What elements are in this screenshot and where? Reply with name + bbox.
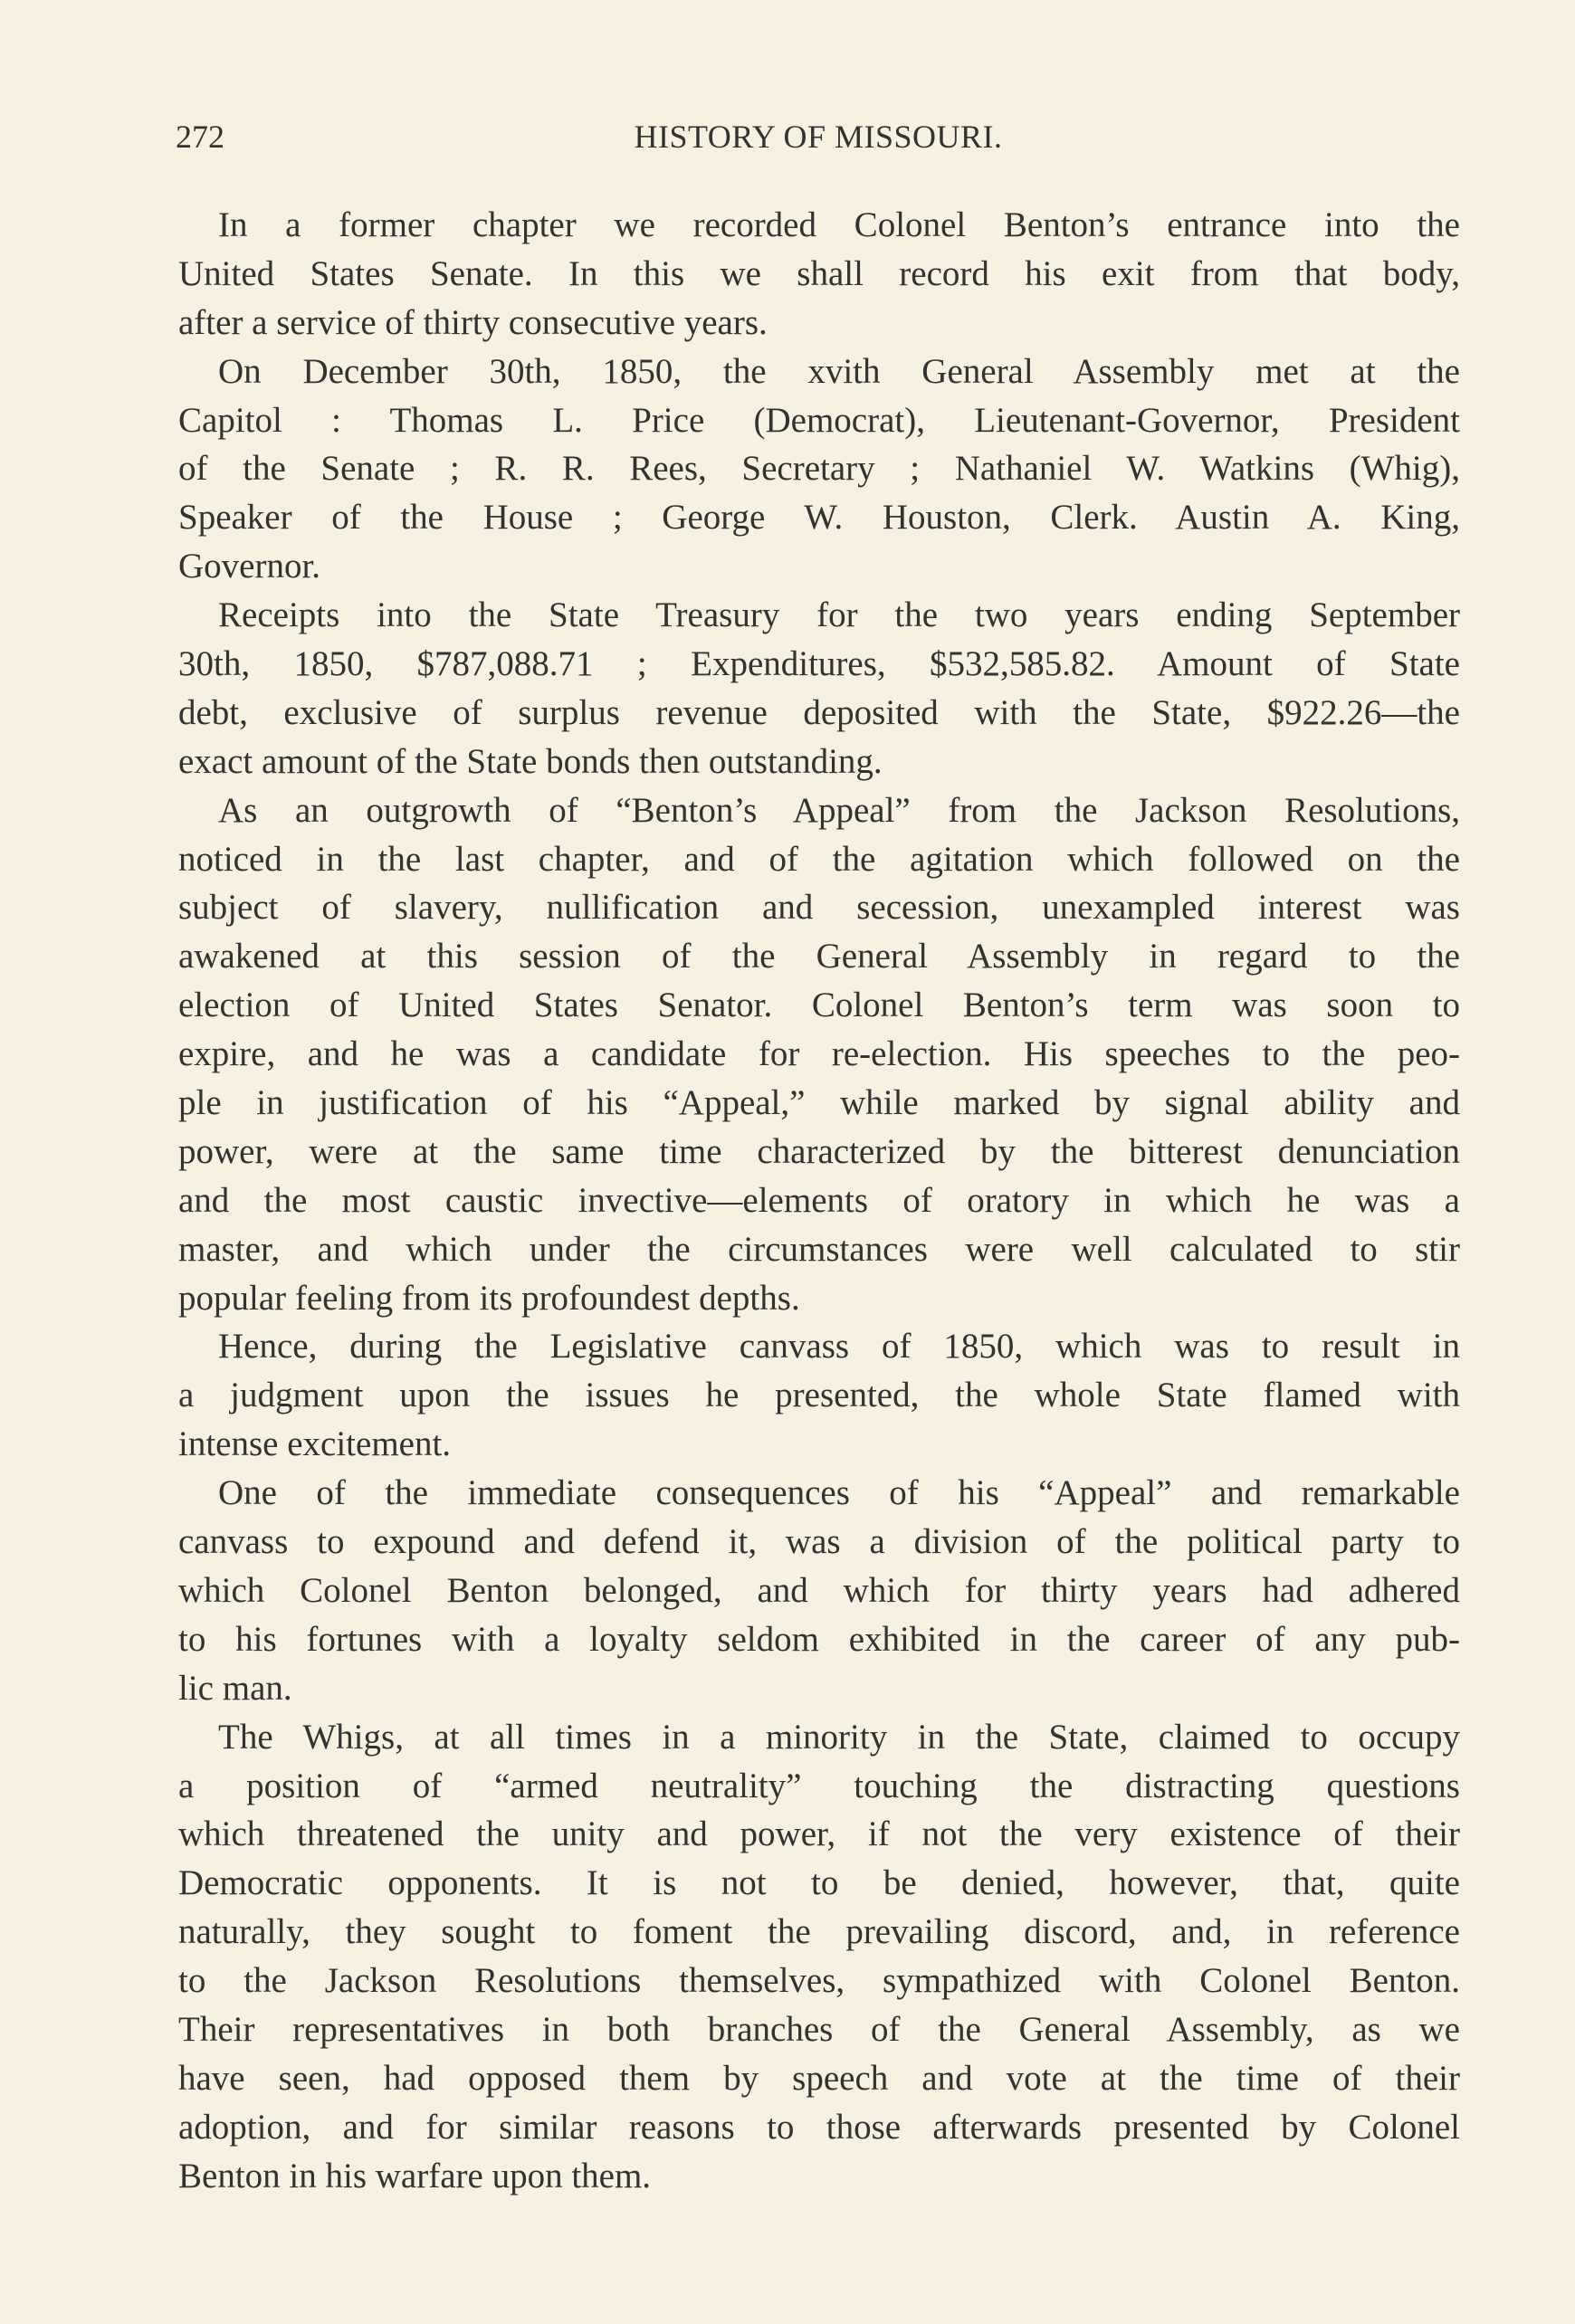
text-line: Capitol : Thomas L. Price (Democrat), Lieutenant-Governor, President bbox=[178, 400, 1460, 440]
text-line: Speaker of the House ; George W. Houston, Clerk. Austin A. King, bbox=[178, 498, 1460, 538]
text-line: Receipts into the State Treasury for the two years ending September bbox=[218, 595, 1460, 635]
text-line: Their representatives in both branches of the General Assembly, as we bbox=[178, 2009, 1460, 2049]
page-number: 272 bbox=[176, 119, 224, 155]
text-line: have seen, had opposed them by speech and vote at the time of their bbox=[178, 2058, 1460, 2098]
text-line: noticed in the last chapter, and of the agitation which followed on the bbox=[178, 839, 1460, 879]
text-line: which threatened the unity and power, if not the very existence of their bbox=[178, 1814, 1460, 1854]
text-line: popular feeling from its profoundest depths. bbox=[178, 1278, 800, 1318]
text-line: As an outgrowth of “Benton’s Appeal” from the Jackson Resolutions, bbox=[218, 790, 1460, 830]
text-line: to his fortunes with a loyalty seldom exhibited in the career of any pub- bbox=[178, 1619, 1460, 1659]
text-line: subject of slavery, nullification and secession, unexampled interest was bbox=[178, 888, 1460, 928]
text-line: debt, exclusive of surplus revenue deposited with the State, $922.26—the bbox=[178, 692, 1460, 732]
paragraph bbox=[178, 591, 1460, 786]
text-line: power, were at the same time characterized by the bitterest denunciation bbox=[178, 1131, 1460, 1171]
paragraph bbox=[178, 786, 1460, 1323]
paragraph bbox=[178, 201, 1460, 348]
text-line: On December 30th, 1850, the xvith General Assembly met at the bbox=[218, 351, 1460, 391]
text-line: after a service of thirty consecutive years. bbox=[178, 302, 768, 342]
text-line: Governor. bbox=[178, 547, 321, 586]
page-header bbox=[176, 118, 1461, 172]
text-line: adoption, and for similar reasons to those afterwards presented by Colonel bbox=[178, 2107, 1460, 2147]
text-line: to the Jackson Resolutions themselves, sympathized with Colonel Benton. bbox=[178, 1961, 1460, 2001]
text-line: expire, and he was a candidate for re-election. His speeches to the peo- bbox=[178, 1034, 1460, 1074]
text-line: The Whigs, at all times in a minority in the State, claimed to occupy bbox=[218, 1717, 1460, 1757]
paragraph bbox=[178, 1469, 1460, 1712]
paragraph bbox=[178, 1322, 1460, 1469]
text-line: intense excitement. bbox=[178, 1424, 452, 1464]
text-line: One of the immediate consequences of his “Appeal” and remarkable bbox=[218, 1473, 1460, 1513]
page-body bbox=[178, 201, 1460, 2201]
text-line: of the Senate ; R. R. Rees, Secretary ; Nathaniel W. Watkins (Whig), bbox=[178, 449, 1460, 489]
text-line: In a former chapter we recorded Colonel Benton’s entrance into the bbox=[218, 205, 1460, 244]
text-line: United States Senate. In this we shall record his exit from that body, bbox=[178, 253, 1460, 293]
paragraph bbox=[178, 1713, 1460, 2201]
text-line: exact amount of the State bonds then outstanding. bbox=[178, 741, 883, 781]
text-line: naturally, they sought to foment the prevailing discord, and, in reference bbox=[178, 1912, 1460, 1952]
text-line: and the most caustic invective—elements of oratory in which he was a bbox=[178, 1180, 1460, 1220]
text-line: 30th, 1850, $787,088.71 ; Expenditures, $532,585.82. Amount of State bbox=[178, 644, 1460, 684]
text-line: a position of “armed neutrality” touching the distracting questions bbox=[178, 1766, 1460, 1805]
text-line: Benton in his warfare upon them. bbox=[178, 2156, 652, 2195]
text-line: Hence, during the Legislative canvass of 1850, which was to result in bbox=[218, 1327, 1460, 1367]
text-line: ple in justification of his “Appeal,” while marked by signal ability and bbox=[178, 1083, 1460, 1123]
text-line: master, and which under the circumstances were well calculated to stir bbox=[178, 1229, 1460, 1269]
text-line: awakened at this session of the General Assembly in regard to the bbox=[178, 937, 1460, 976]
running-title: HISTORY OF MISSOURI. bbox=[634, 119, 1003, 155]
text-line: which Colonel Benton belonged, and which for thirty years had adhered bbox=[178, 1570, 1460, 1610]
paragraph bbox=[178, 348, 1460, 591]
text-line: election of United States Senator. Colonel Benton’s term was soon to bbox=[178, 986, 1460, 1025]
text-line: lic man. bbox=[178, 1668, 292, 1708]
text-line: canvass to expound and defend it, was a division of the political party to bbox=[178, 1522, 1460, 1562]
text-line: a judgment upon the issues he presented, the whole State flamed with bbox=[178, 1376, 1460, 1415]
text-line: Democratic opponents. It is not to be denied, however, that, quite bbox=[178, 1863, 1460, 1903]
